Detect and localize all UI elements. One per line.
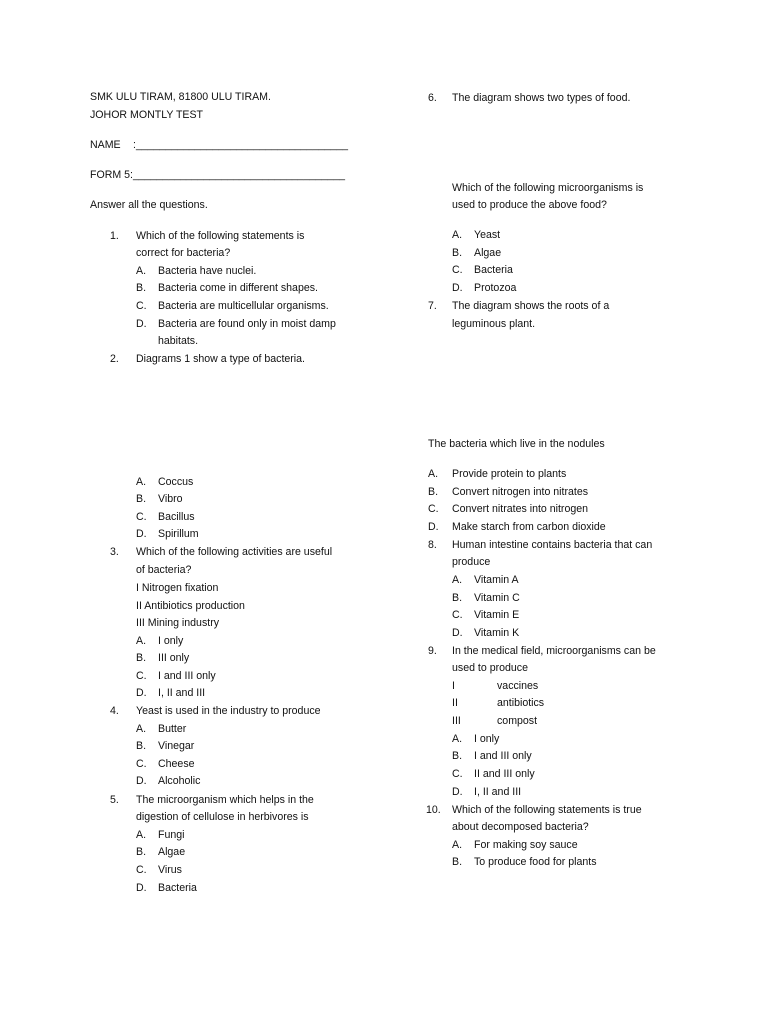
statement: I Nitrogen fixation	[136, 582, 219, 594]
option-letter: A.	[428, 468, 439, 480]
option-letter: A.	[136, 476, 147, 488]
option-letter: C.	[136, 864, 147, 876]
option-text: Bacteria	[474, 264, 513, 276]
option-letter: A.	[136, 635, 147, 647]
question-text: produce	[452, 556, 491, 568]
question-text: Diagrams 1 show a type of bacteria.	[136, 353, 305, 365]
question-text: Human intestine contains bacteria that can	[452, 539, 653, 551]
option-text: Provide protein to plants	[452, 468, 567, 480]
option-text: Vitamin E	[474, 609, 520, 621]
option-text: III only	[158, 652, 190, 664]
option-letter: D.	[428, 521, 439, 533]
name-line: :____________________________________	[133, 139, 349, 151]
option-text: Convert nitrogen into nitrates	[452, 486, 589, 498]
option-text: Bacteria are found only in moist damp	[158, 318, 336, 330]
question-number: 4.	[110, 705, 119, 717]
option-letter: B.	[136, 846, 147, 858]
option-text: Algae	[158, 846, 186, 858]
option-text: Vitamin A	[474, 574, 519, 586]
question-number: 3.	[110, 546, 119, 558]
option-text: For making soy sauce	[474, 839, 578, 851]
question-number: 5.	[110, 794, 119, 806]
question-number: 1.	[110, 230, 119, 242]
question-stem: The bacteria which live in the nodules	[428, 438, 605, 450]
option-letter: D.	[136, 687, 147, 699]
option-letter: C.	[428, 503, 439, 515]
option-letter: B.	[452, 750, 463, 762]
question-text: The diagram shows two types of food.	[452, 92, 631, 104]
question-number: 2.	[110, 353, 119, 365]
option-letter: D.	[136, 775, 147, 787]
option-text: I, II and III	[158, 687, 206, 699]
form-line: FORM 5:____________________________________	[90, 169, 346, 181]
question-text: Which of the following statements is true	[452, 804, 642, 816]
option-letter: A.	[452, 839, 463, 851]
question-text: leguminous plant.	[452, 318, 536, 330]
option-letter: D.	[136, 882, 147, 894]
option-text: Protozoa	[474, 282, 517, 294]
option-text: I and III only	[474, 750, 532, 762]
option-letter: B.	[428, 486, 439, 498]
option-text: To produce food for plants	[474, 856, 597, 868]
option-letter: A.	[136, 723, 147, 735]
option-letter: C.	[452, 609, 463, 621]
option-text: Fungi	[158, 829, 185, 841]
option-text: Convert nitrates into nitrogen	[452, 503, 589, 515]
question-text: about decomposed bacteria?	[452, 821, 589, 833]
option-text: Bacillus	[158, 511, 195, 523]
option-text: Vitamin K	[474, 627, 520, 639]
option-letter: B.	[136, 493, 147, 505]
option-letter: B.	[136, 740, 147, 752]
question-text: Which of the following statements is	[136, 230, 305, 242]
question-text: used to produce	[452, 662, 528, 674]
option-letter: C.	[452, 768, 463, 780]
option-text: Vinegar	[158, 740, 195, 752]
option-text: Bacteria come in different shapes.	[158, 282, 318, 294]
option-letter: C.	[136, 670, 147, 682]
option-text: Vitamin C	[474, 592, 520, 604]
option-continuation: habitats.	[158, 335, 199, 347]
question-text: Which of the following microorganisms is	[452, 182, 644, 194]
option-letter: B.	[452, 247, 463, 259]
item-text: compost	[497, 715, 538, 727]
option-text: Vibro	[158, 493, 183, 505]
item-numeral: II	[452, 697, 458, 709]
question-number: 9.	[428, 645, 437, 657]
item-text: antibiotics	[497, 697, 545, 709]
option-letter: C.	[136, 758, 147, 770]
option-letter: D.	[452, 786, 463, 798]
item-numeral: III	[452, 715, 461, 727]
option-letter: D.	[452, 282, 463, 294]
option-text: I, II and III	[474, 786, 522, 798]
option-letter: D.	[452, 627, 463, 639]
option-letter: B.	[136, 282, 147, 294]
option-letter: A.	[452, 574, 463, 586]
option-text: II and III only	[474, 768, 535, 780]
school-name: SMK ULU TIRAM, 81800 ULU TIRAM.	[90, 91, 271, 103]
question-number: 8.	[428, 539, 437, 551]
question-number: 7.	[428, 300, 437, 312]
question-text: Which of the following activities are useful	[136, 546, 333, 558]
option-letter: B.	[136, 652, 147, 664]
option-text: I and III only	[158, 670, 216, 682]
option-letter: B.	[452, 592, 463, 604]
option-text: Make starch from carbon dioxide	[452, 521, 606, 533]
option-letter: C.	[136, 300, 147, 312]
question-text: correct for bacteria?	[136, 247, 231, 259]
question-text: In the medical field, microorganisms can be	[452, 645, 656, 657]
question-number: 10.	[426, 804, 441, 816]
item-text: vaccines	[497, 680, 539, 692]
item-numeral: I	[452, 680, 455, 692]
option-text: Algae	[474, 247, 502, 259]
option-text: Butter	[158, 723, 187, 735]
question-text: The microorganism which helps in the	[136, 794, 314, 806]
question-text: Yeast is used in the industry to produce	[136, 705, 321, 717]
option-letter: A.	[136, 265, 147, 277]
option-text: Coccus	[158, 476, 194, 488]
option-text: Alcoholic	[158, 775, 201, 787]
option-text: Bacteria are multicellular organisms.	[158, 300, 329, 312]
option-text: I only	[474, 733, 500, 745]
option-text: Bacteria have nuclei.	[158, 265, 257, 277]
question-number: 6.	[428, 92, 437, 104]
option-letter: D.	[136, 528, 147, 540]
option-letter: A.	[452, 229, 463, 241]
instruction: Answer all the questions.	[90, 199, 208, 211]
option-letter: A.	[136, 829, 147, 841]
statement: II Antibiotics production	[136, 600, 245, 612]
option-letter: C.	[136, 511, 147, 523]
option-letter: A.	[452, 733, 463, 745]
question-text: used to produce the above food?	[452, 199, 607, 211]
option-text: Virus	[158, 864, 182, 876]
question-text: digestion of cellulose in herbivores is	[136, 811, 309, 823]
option-letter: C.	[452, 264, 463, 276]
option-text: Yeast	[474, 229, 501, 241]
option-text: I only	[158, 635, 184, 647]
question-text: of bacteria?	[136, 564, 192, 576]
name-label: NAME	[90, 139, 121, 151]
option-letter: D.	[136, 318, 147, 330]
statement: III Mining industry	[136, 617, 220, 629]
option-text: Bacteria	[158, 882, 197, 894]
test-title: JOHOR MONTLY TEST	[90, 109, 204, 121]
option-letter: B.	[452, 856, 463, 868]
question-text: The diagram shows the roots of a	[452, 300, 610, 312]
option-text: Spirillum	[158, 528, 199, 540]
option-text: Cheese	[158, 758, 195, 770]
